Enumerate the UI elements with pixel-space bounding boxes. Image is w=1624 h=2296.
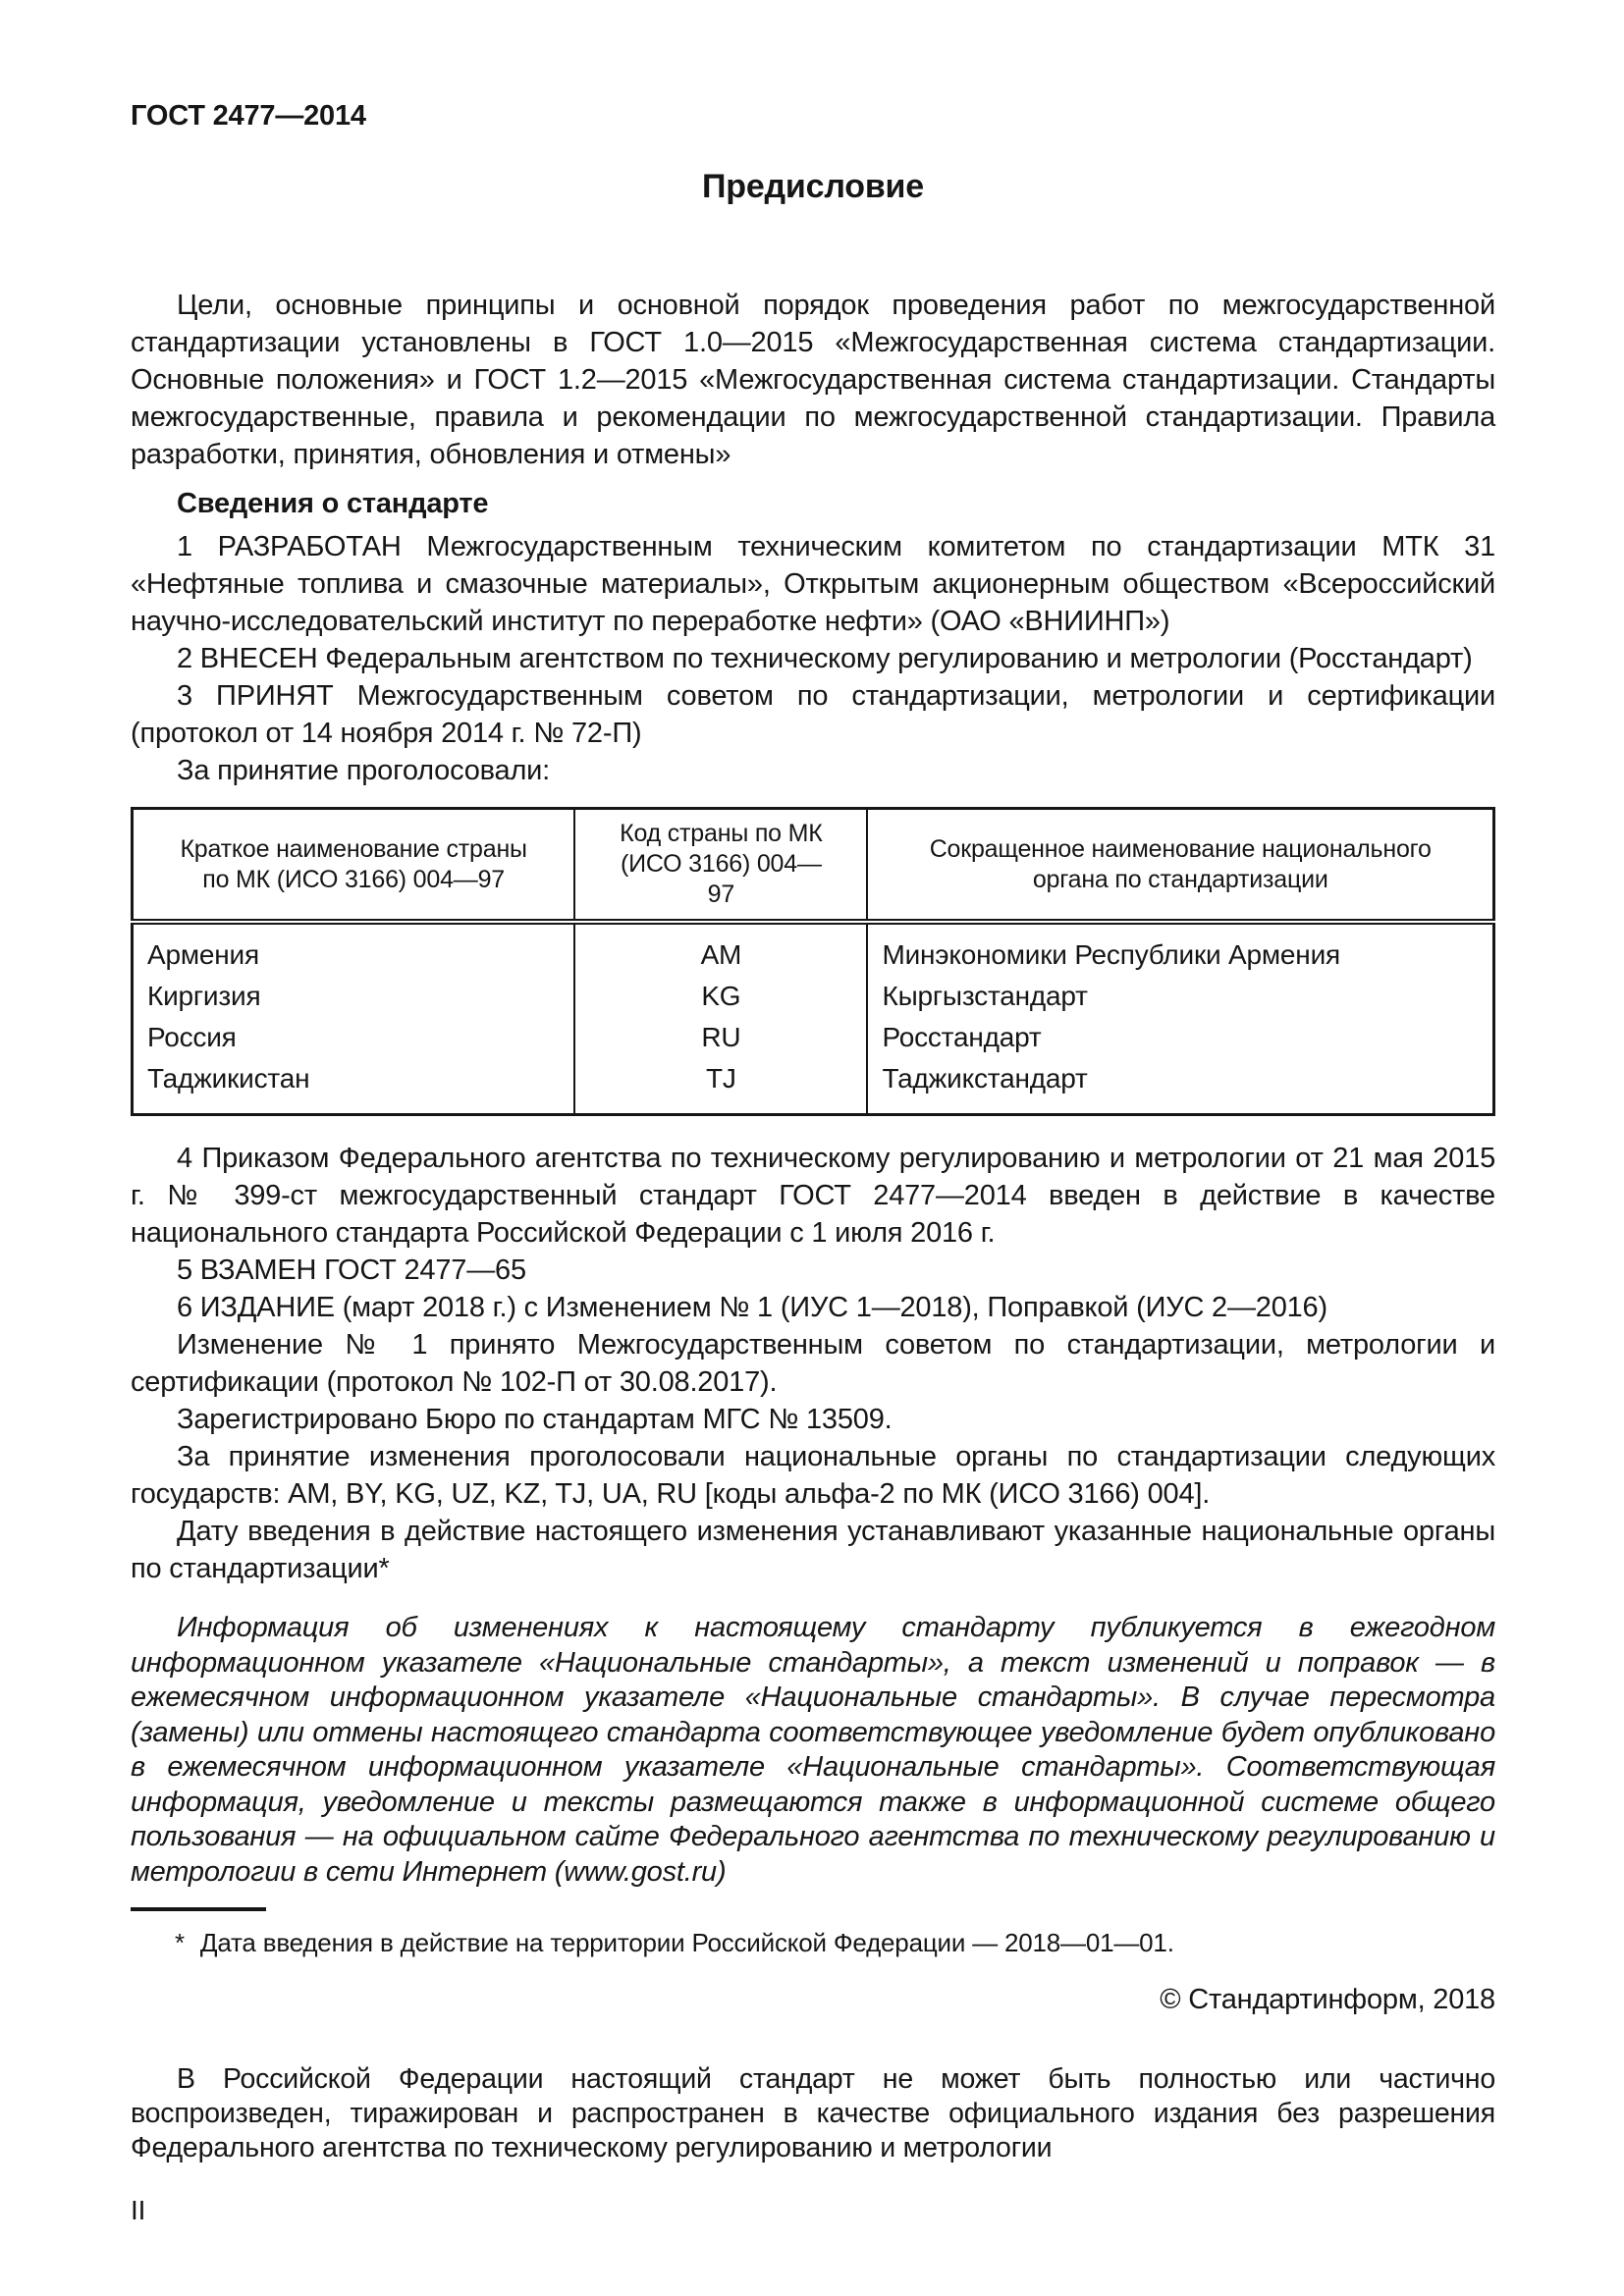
footnote-text: Дата введения в действие на территории Российской Федерации — 2018—01—01. (199, 1928, 1174, 1957)
page-title: Предисловие (702, 168, 924, 205)
cell-country: Таджикистан (147, 1063, 310, 1094)
paragraph-intro: Цели, основные принципы и основной порядок проведения работ по межгосударственной стандартизации установлены в ГОСТ 1.0—2015 «Межгосударственная система стандартизации. Основные положения» и ГОСТ 1.2—2015 «Межгосударственная система стандартизации. Стандарты межгосударственные, правила и рекомендации по межгосударственной стандартизации. Правила разработки, принятия, обновления и отмены» (131, 290, 1495, 470)
table-row (133, 1058, 1494, 1115)
post-table-item-4: 4 Приказом Федерального агентства по техническому регулированию и метрологии от 21 мая 2015 г. № 399-ст межгосударственный стандарт ГОСТ 2477—2014 введен в действие в качестве национального стандарта Российской Федерации с 1 июля 2016 г. (131, 1143, 1495, 1249)
reproduction-restriction-note: В Российской Федерации настоящий стандарт не может быть полностью или частично воспроизведен, тиражирован и распространен в качестве официального издания без разрешения Федерального агентства по техническому регулированию и метрологии (131, 2063, 1495, 2163)
cell-code: KG (574, 976, 867, 1017)
cell-org: Росстандарт (867, 1017, 1493, 1058)
post-table-item-5: 5 ВЗАМЕН ГОСТ 2477—65 (177, 1255, 526, 1286)
amendment-effective-note: Дату введения в действие настоящего изменения устанавливают указанные национальные органы по стандартизации* (131, 1516, 1495, 1584)
amendment-vote-note: За принятие изменения проголосовали национальные органы по стандартизации следующих государств: AM, BY, KG, UZ, KZ, TJ, UA, RU [коды альфа-2 по МК (ИСО 3166) 004]. (131, 1441, 1495, 1510)
table-row (133, 1017, 1494, 1058)
copyright-notice: © Стандартинформ, 2018 (1160, 1984, 1495, 2015)
column-header-code: Код страны по МК (ИСО 3166) 004—97 (574, 809, 867, 923)
standard-info-item-3: 3 ПРИНЯТ Межгосударственным советом по стандартизации, метрологии и сертификации (протокол от 14 ноября 2014 г. № 72-П) (131, 680, 1495, 749)
cell-org: Минэкономики Республики Армения (867, 922, 1493, 976)
cell-code: TJ (574, 1058, 867, 1115)
column-header-country: Краткое наименование страны по МК (ИСО 3166) 004—97 (133, 809, 575, 923)
cell-country: Киргизия (147, 981, 261, 1011)
table-row (133, 976, 1494, 1017)
cell-code: RU (574, 1017, 867, 1058)
cell-country: Армения (147, 939, 259, 970)
voting-table (131, 807, 1495, 1116)
footnote (131, 1927, 1495, 1958)
amendment-adoption-note: Изменение № 1 принято Межгосударственным советом по стандартизации, метрологии и сертификации (протокол № 102-П от 30.08.2017). (131, 1329, 1495, 1398)
footnote-divider (131, 1907, 266, 1911)
standard-info-item-1: 1 РАЗРАБОТАН Межгосударственным техническим комитетом по стандартизации МТК 31 «Нефтяные топлива и смазочные материалы», Открытым акционерным обществом «Всероссийский научно-исследовательский институт по переработке нефти» (ОАО «ВНИИНП») (131, 531, 1495, 637)
standard-info-heading: Сведения о стандарте (177, 488, 489, 519)
cell-code: AM (574, 922, 867, 976)
standard-info-item-2: 2 ВНЕСЕН Федеральным агентством по техническому регулированию и метрологии (Росстандарт) (177, 643, 1473, 674)
cell-org: Кыргызстандарт (867, 976, 1493, 1017)
vote-lead: За принятие проголосовали: (177, 755, 551, 786)
changes-information-note: Информация об изменениях к настоящему стандарту публикуется в ежегодном информационном указателе «Национальные стандарты», а текст изменений и поправок — в ежемесячном информационном указателе «Национальные стандарты». В случае пересмотра (замены) или отмены настоящего стандарта соответствующее уведомление будет опубликовано в ежемесячном информационном указателе «Национальные стандарты». Соответствующая информация, уведомление и тексты размещаются также в информационной системе общего пользования — на официальном сайте Федерального агентства по техническому регулированию и метрологии в сети Интернет (www.gost.ru) (131, 1612, 1495, 1888)
table-header-row (133, 809, 1494, 923)
table-row (133, 922, 1494, 976)
footnote-marker: * (175, 1928, 185, 1957)
post-table-item-6: 6 ИЗДАНИЕ (март 2018 г.) с Изменением № 1 (ИУС 1—2018), Поправкой (ИУС 2—2016) (177, 1292, 1327, 1323)
cell-country: Россия (147, 1022, 237, 1052)
page-number: II (131, 2194, 146, 2225)
cell-org: Таджикстандарт (867, 1058, 1493, 1115)
registration-note: Зарегистрировано Бюро по стандартам МГС № 13509. (177, 1404, 893, 1435)
doc-code: ГОСТ 2477—2014 (131, 100, 366, 132)
column-header-org: Сокращенное наименование национального органа по стандартизации (867, 809, 1493, 923)
